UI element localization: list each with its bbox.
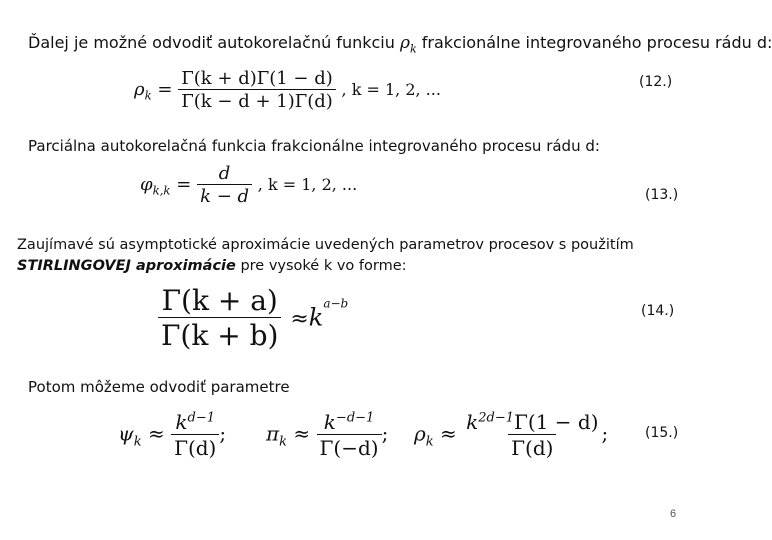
stirling-emphasis: STIRLINGOVEJ aproximácie xyxy=(17,258,236,274)
eq14-denominator: Γ(k + b) xyxy=(158,317,281,352)
rho-k-symbol: $\rho_k$ xyxy=(399,33,417,56)
equation-12: $\rho_k$ = $\frac{\Gamma(k + d)\Gamma(1 - d)}{\Gamma(k - d + 1)\Gamma(d)}$ , k = 1, 2, ... xyxy=(134,68,441,112)
eq14-numerator: Γ(k + a) xyxy=(161,284,278,317)
intro-text-after: frakcionálne integrovaného procesu rádu d: xyxy=(416,33,772,52)
intro-line xyxy=(28,33,772,55)
equation-13: $\varphi_{k,k}$ = $\frac{d}{k - d}$ , k = 1, 2, ... xyxy=(140,163,358,207)
eq12-index-range: , k = 1, 2, ... xyxy=(341,80,441,99)
eq12-lhs: ρ xyxy=(134,79,145,100)
eq13-lhs: φ xyxy=(140,174,153,195)
eq14-approx: ≈ xyxy=(290,306,309,332)
eq15-psi-fraction: $\frac{k^{d-1}}{\Gamma(d)}$ xyxy=(171,410,219,460)
asymptotic-text-line2 xyxy=(17,258,407,274)
eq15-pi-fraction: $\frac{k^{-d-1}}{\Gamma(-d)}$ xyxy=(317,410,382,460)
eq14-rhs: k xyxy=(308,303,324,332)
asymptotic-text-line1: Zaujímavé sú asymptotické aproximácie uvedených parametrov procesov s použitím xyxy=(17,237,634,253)
potom-text: Potom môžeme odvodiť parametre xyxy=(28,378,290,396)
partial-autocorrelation-text: Parciálna autokorelačná funkcia frakcionálne integrovaného procesu rádu d: xyxy=(28,137,600,155)
eq13-numerator: d xyxy=(218,163,231,184)
eq15-rho-fraction: $\frac{k^{2d-1}\Gamma(1 - d)}{\Gamma(d)}$ xyxy=(466,410,599,460)
equation-number-14: (14.) xyxy=(641,303,675,319)
eq13-fraction xyxy=(197,163,252,207)
eq12-fraction xyxy=(178,68,336,112)
intro-text-before: Ďalej je možné odvodiť autokorelačnú funkciu xyxy=(28,33,395,52)
page-number: 6 xyxy=(670,508,677,520)
eq12-equals: = xyxy=(157,79,173,100)
equation-15-psi: $\psi_k$ ≈ $\frac{k^{d-1}}{\Gamma(d)}$ ; xyxy=(118,410,227,460)
equation-15-rho: $\rho_k$ ≈ $\frac{k^{2d-1}\Gamma(1 - d)}{\Gamma(d)}$ ; xyxy=(414,410,609,460)
eq12-denominator: Γ(k − d + 1)Γ(d) xyxy=(178,89,336,112)
eq13-equals: = xyxy=(176,174,192,195)
equation-15-pi: $\pi_k$ ≈ $\frac{k^{-d-1}}{\Gamma(-d)}$ ; xyxy=(266,410,389,460)
equation-number-12: (12.) xyxy=(639,74,673,90)
eq12-numerator: Γ(k + d)Γ(1 − d) xyxy=(181,68,333,89)
equation-number-15: (15.) xyxy=(645,425,679,441)
eq13-index-range: , k = 1, 2, ... xyxy=(257,175,358,194)
equation-14: $\frac{\Gamma(k + a)}{\Gamma(k + b)}$ $\approx k^{a-b}$ xyxy=(158,284,348,352)
eq13-denominator: k − d xyxy=(197,184,252,207)
eq14-fraction xyxy=(158,284,281,352)
asymptotic-line2-rest: pre vysoké k vo forme: xyxy=(235,258,407,274)
equation-number-13: (13.) xyxy=(645,187,679,203)
